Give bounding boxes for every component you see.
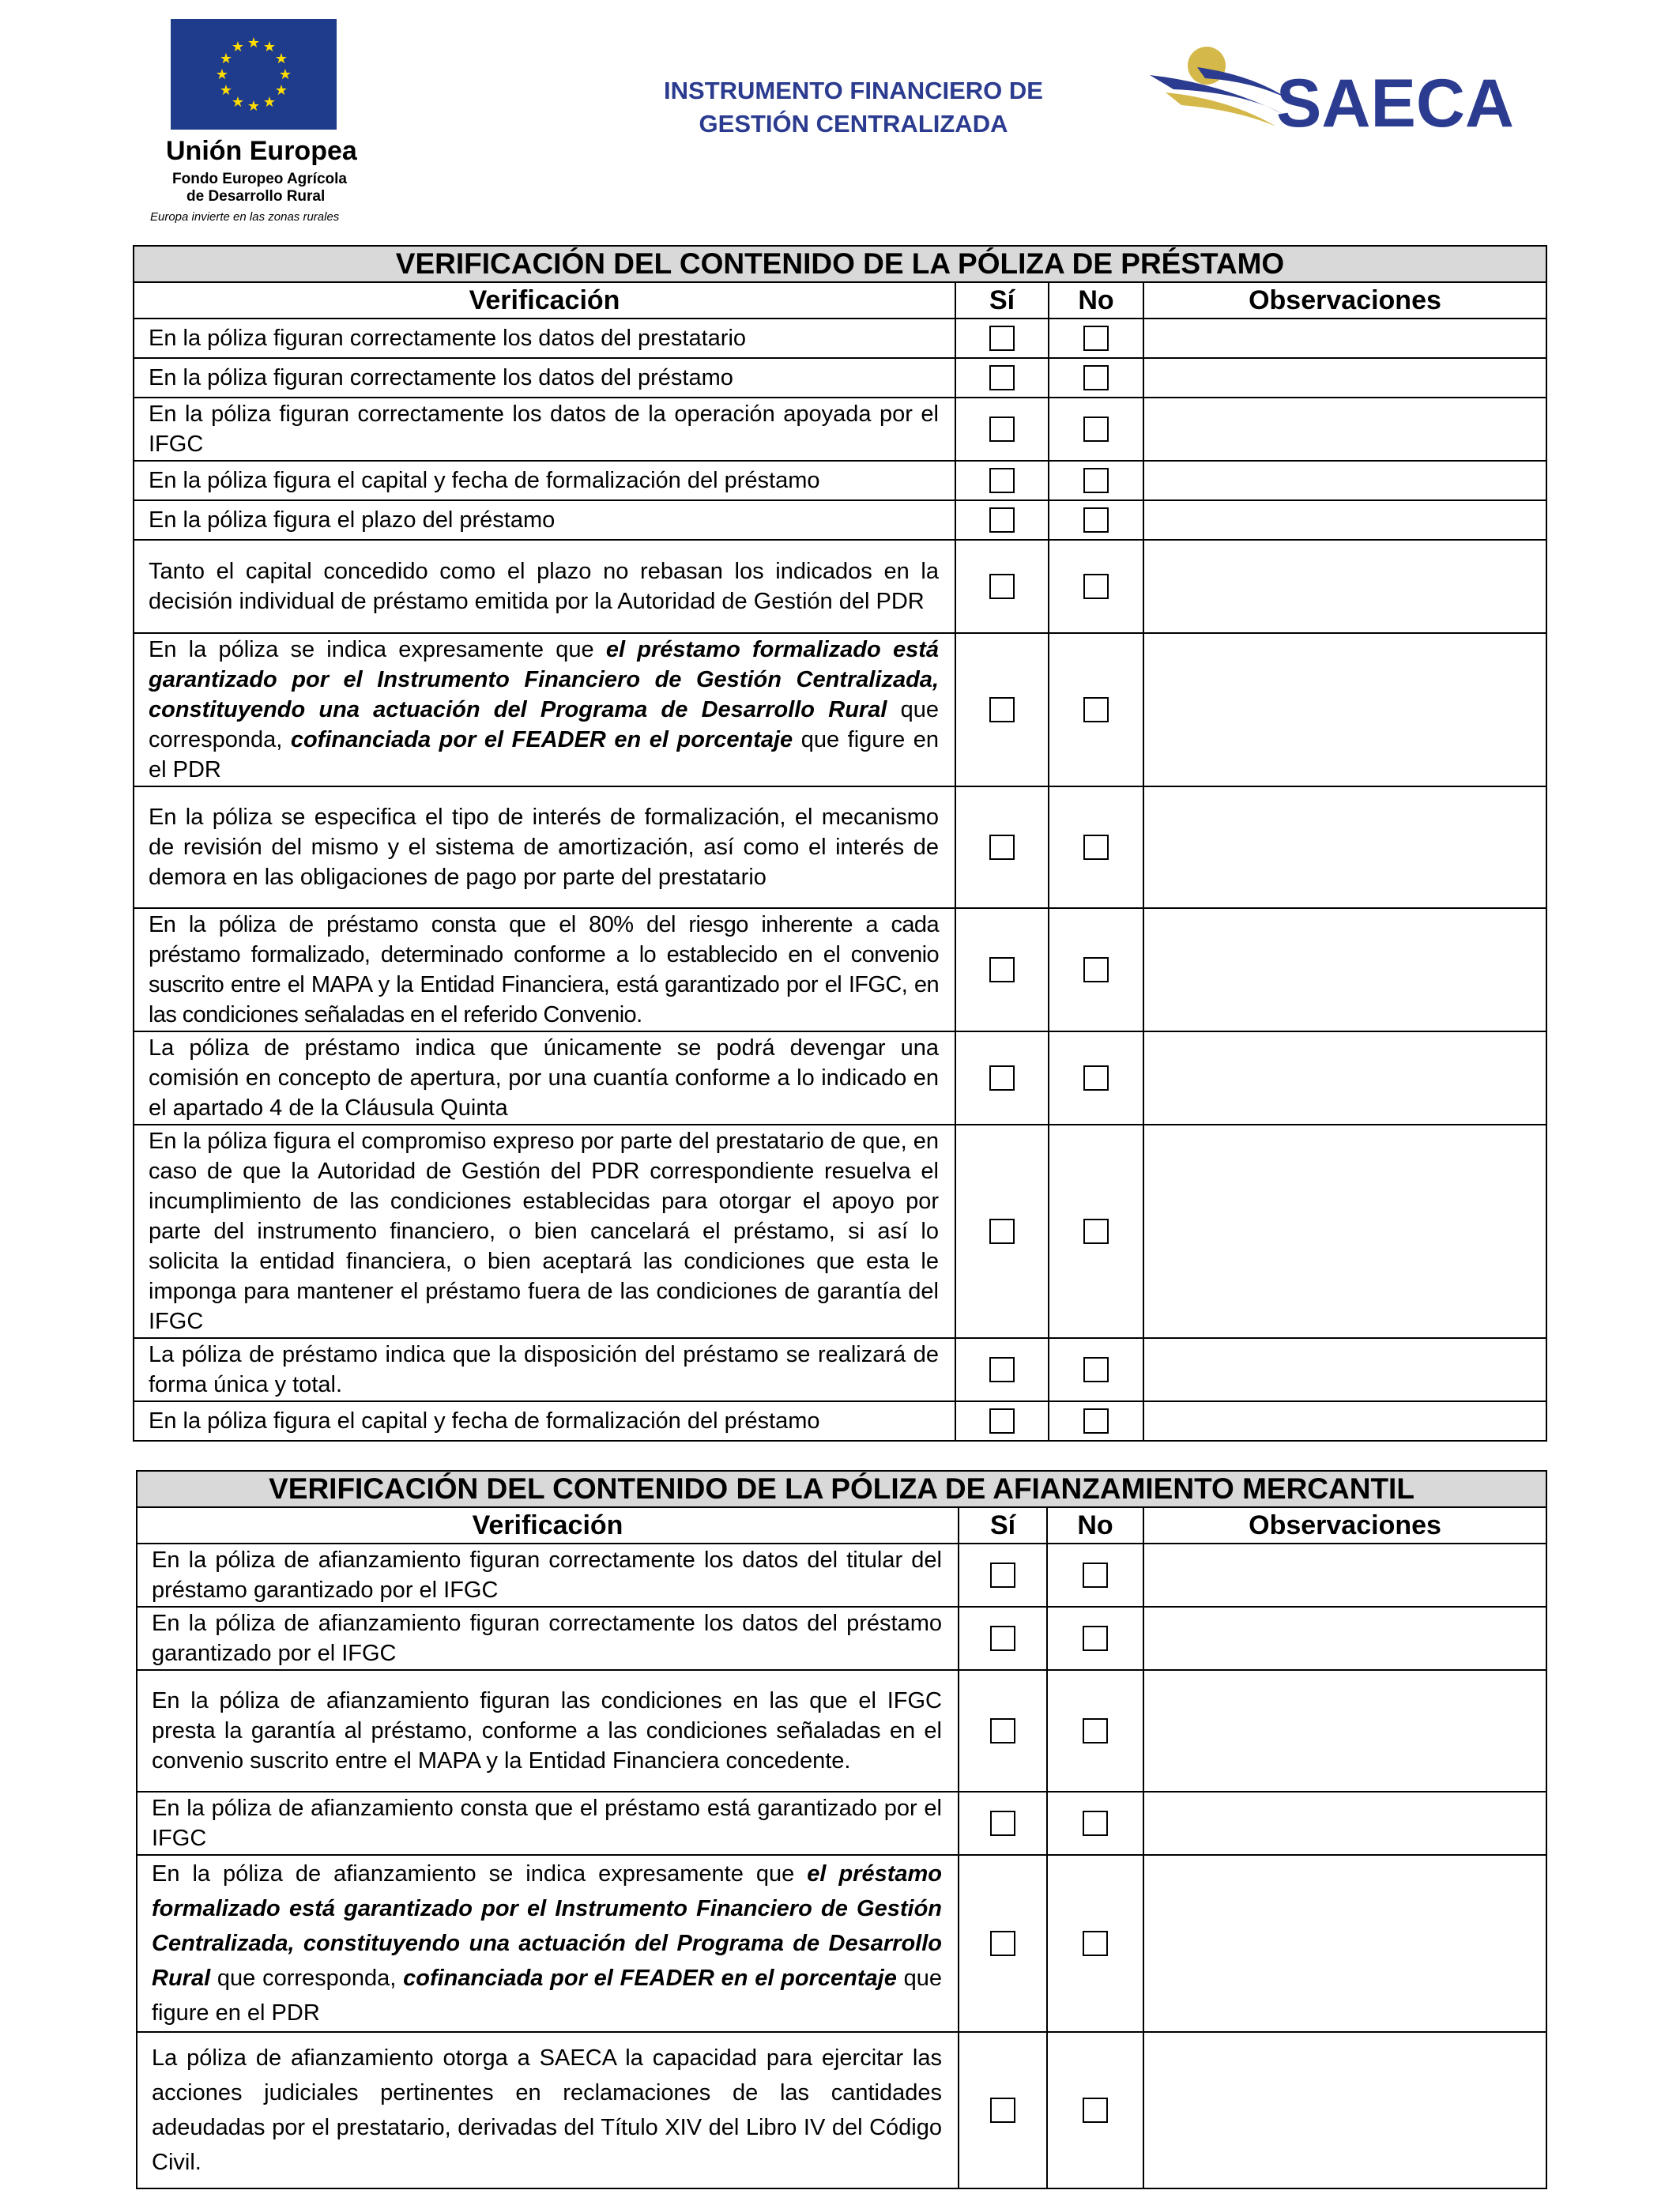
col-no-header: No	[1047, 1507, 1143, 1544]
table-row	[137, 1607, 1546, 1670]
verification-text: En la póliza de afianzamiento figuran correctamente los datos del préstamo garantizado por el IFGC	[137, 1607, 959, 1670]
table2-title: VERIFICACIÓN DEL CONTENIDO DE LA PÓLIZA DE AFIANZAMIENTO MERCANTIL	[137, 1471, 1546, 1507]
svg-text:★: ★	[274, 82, 288, 99]
table-row	[134, 540, 1546, 633]
verification-text: La póliza de préstamo indica que únicamente se podrá devengar una comisión en concepto de apertura, por una cuantía conforme a lo indicado en el apartado 4 de la Cláusula Quinta	[134, 1031, 955, 1125]
verification-text: En la póliza de afianzamiento consta que el préstamo está garantizado por el IFGC	[137, 1792, 959, 1855]
saeca-logo-text: SAECA	[1276, 66, 1515, 138]
no-checkbox[interactable]	[1083, 2098, 1108, 2123]
verification-text-emphasis-2: cofinanciada por el FEADER en el porcentaje	[403, 1966, 897, 1991]
table-row	[134, 1338, 1546, 1401]
no-checkbox[interactable]	[1083, 507, 1109, 533]
yes-checkbox[interactable]	[989, 417, 1015, 442]
table-row	[134, 500, 1546, 540]
no-checkbox[interactable]	[1083, 697, 1109, 722]
verification-text-a: En la póliza de afianzamiento se indica expresamente que	[152, 1861, 808, 1887]
observations-cell[interactable]	[1143, 2032, 1546, 2188]
saeca-logo-icon	[1150, 43, 1529, 138]
no-checkbox[interactable]	[1083, 1357, 1109, 1382]
observations-cell[interactable]	[1143, 358, 1546, 398]
yes-checkbox[interactable]	[989, 1219, 1015, 1244]
verification-text: En la póliza figuran correctamente los datos del prestatario	[134, 319, 955, 358]
yes-checkbox[interactable]	[990, 1626, 1015, 1651]
yes-checkbox[interactable]	[989, 697, 1015, 722]
verification-text: En la póliza figuran correctamente los datos de la operación apoyada por el IFGC	[134, 398, 955, 461]
verification-text: En la póliza figura el plazo del préstamo	[134, 500, 955, 540]
eu-title: Unión Europea	[166, 136, 357, 166]
observations-cell[interactable]	[1143, 1792, 1546, 1855]
svg-text:★: ★	[219, 51, 233, 67]
col-observations-header: Observaciones	[1143, 1507, 1546, 1544]
instrument-line1: INSTRUMENTO FINANCIERO DE	[664, 77, 1043, 104]
yes-checkbox[interactable]	[989, 957, 1015, 982]
yes-checkbox[interactable]	[989, 507, 1015, 533]
no-checkbox[interactable]	[1083, 1408, 1109, 1434]
table-row	[134, 1125, 1546, 1338]
col-no-header: No	[1049, 282, 1143, 319]
yes-checkbox[interactable]	[989, 1357, 1015, 1382]
no-checkbox[interactable]	[1083, 957, 1109, 982]
svg-text:★: ★	[231, 94, 245, 111]
table1-title: VERIFICACIÓN DEL CONTENIDO DE LA PÓLIZA DE PRÉSTAMO	[134, 246, 1546, 282]
observations-cell[interactable]	[1143, 540, 1546, 633]
no-checkbox[interactable]	[1083, 365, 1109, 390]
observations-cell[interactable]	[1143, 1031, 1546, 1125]
yes-checkbox[interactable]	[989, 1065, 1015, 1091]
verification-text: La póliza de préstamo indica que la disposición del préstamo se realizará de forma única y total.	[134, 1338, 955, 1401]
verification-text: En la póliza figuran correctamente los datos del préstamo	[134, 358, 955, 398]
verification-text: En la póliza se especifica el tipo de interés de formalización, el mecanismo de revisión del mismo y el sistema de amortización, así como el interés de demora en las obligaciones de pago por parte del prestatario	[134, 786, 955, 908]
observations-cell[interactable]	[1143, 786, 1546, 908]
eu-stars-icon	[171, 19, 337, 130]
yes-checkbox[interactable]	[990, 2098, 1015, 2123]
yes-checkbox[interactable]	[990, 1931, 1015, 1956]
no-checkbox[interactable]	[1083, 1718, 1108, 1744]
eu-flag-icon	[171, 19, 337, 130]
observations-cell[interactable]	[1143, 500, 1546, 540]
no-checkbox[interactable]	[1083, 468, 1109, 493]
table-row	[134, 786, 1546, 908]
table-row	[137, 1792, 1546, 1855]
col-verification-header: Verificación	[134, 282, 955, 319]
svg-text:★: ★	[262, 94, 277, 111]
table-row	[134, 398, 1546, 461]
observations-cell[interactable]	[1143, 908, 1546, 1031]
saeca-logo	[1150, 43, 1529, 138]
verification-text	[134, 633, 955, 786]
verification-text: En la póliza figura el capital y fecha de formalización del préstamo	[134, 1401, 955, 1441]
verification-text: La póliza de afianzamiento otorga a SAECA la capacidad para ejercitar las acciones judiciales pertinentes en reclamaciones de las cantidades adeudadas por el prestatario, derivadas del Título XIV del Libro IV del Código Civil.	[137, 2032, 959, 2188]
yes-checkbox[interactable]	[989, 468, 1015, 493]
observations-cell[interactable]	[1143, 1855, 1546, 2032]
observations-cell[interactable]	[1143, 1338, 1546, 1401]
table-row	[137, 1670, 1546, 1792]
observations-cell[interactable]	[1143, 1544, 1546, 1607]
col-yes-header: Sí	[959, 1507, 1047, 1544]
no-checkbox[interactable]	[1083, 574, 1109, 599]
verification-text-emphasis: el préstamo formalizado está garantizado por el Instrumento Financiero de Gestión Centralizada, constituyendo una actuación del Programa de Desarrollo Rural	[149, 637, 939, 722]
yes-checkbox[interactable]	[989, 1408, 1015, 1434]
col-yes-header: Sí	[955, 282, 1049, 319]
svg-text:★: ★	[219, 82, 233, 99]
svg-text:★: ★	[247, 35, 261, 51]
col-verification-header: Verificación	[137, 1507, 959, 1544]
table-row	[137, 1544, 1546, 1607]
eu-tagline: Europa invierte en las zonas rurales	[150, 210, 340, 224]
svg-text:★: ★	[215, 66, 229, 83]
loan-policy-table	[133, 245, 1547, 1442]
observations-cell[interactable]	[1143, 461, 1546, 500]
verification-text-e: que figure en el PDR	[149, 727, 940, 782]
verification-text-emphasis: el préstamo formalizado está garantizado por el Instrumento Financiero de Gestión Centralizada, constituyendo una actuación del Programa de Desarrollo Rural	[152, 1861, 942, 1991]
no-checkbox[interactable]	[1083, 1219, 1109, 1244]
no-checkbox[interactable]	[1083, 1931, 1108, 1956]
verification-text: En la póliza de afianzamiento figuran las condiciones en las que el IFGC presta la garantía al préstamo, conforme a las condiciones señaladas en el convenio suscrito entre el MAPA y la Entidad Financiera concedente.	[137, 1670, 959, 1792]
svg-text:★: ★	[278, 66, 292, 83]
no-checkbox[interactable]	[1083, 1065, 1109, 1091]
no-checkbox[interactable]	[1083, 417, 1109, 442]
yes-checkbox[interactable]	[990, 1811, 1015, 1836]
no-checkbox[interactable]	[1083, 1811, 1108, 1836]
verification-text: Tanto el capital concedido como el plazo no rebasan los indicados en la decisión individual de préstamo emitida por la Autoridad de Gestión del PDR	[134, 540, 955, 633]
yes-checkbox[interactable]	[989, 365, 1015, 390]
instrument-line2: GESTIÓN CENTRALIZADA	[699, 110, 1008, 138]
observations-cell[interactable]	[1143, 1125, 1546, 1338]
verification-text-a: En la póliza se indica expresamente que	[149, 637, 606, 662]
svg-text:★: ★	[274, 51, 288, 67]
verification-text-e: que figure en el PDR	[152, 1966, 943, 2026]
verification-text-c: que corresponda,	[149, 697, 939, 752]
table-row	[134, 1401, 1546, 1441]
surety-policy-table	[136, 1470, 1547, 2189]
verification-text-emphasis-2: cofinanciada por el FEADER en el porcentaje	[290, 727, 793, 752]
col-observations-header: Observaciones	[1143, 282, 1546, 319]
svg-text:★: ★	[262, 39, 277, 55]
eu-fund-line2: de Desarrollo Rural	[186, 188, 326, 205]
yes-checkbox[interactable]	[990, 1718, 1015, 1744]
verification-text: En la póliza figura el capital y fecha de formalización del préstamo	[134, 461, 955, 500]
instrument-heading	[616, 74, 1090, 141]
no-checkbox[interactable]	[1083, 1563, 1108, 1588]
table-row	[134, 358, 1546, 398]
table-row	[137, 1855, 1546, 2032]
svg-text:★: ★	[231, 39, 245, 55]
table-row	[134, 461, 1546, 500]
no-checkbox[interactable]	[1083, 835, 1109, 860]
verification-text-c: que corresponda,	[210, 1966, 404, 1991]
eu-fund-line1: Fondo Europeo Agrícola	[172, 171, 347, 187]
verification-text: En la póliza de afianzamiento figuran correctamente los datos del titular del préstamo garantizado por el IFGC	[137, 1544, 959, 1607]
table-row	[137, 2032, 1546, 2188]
table-row	[134, 908, 1546, 1031]
verification-text: En la póliza figura el compromiso expreso por parte del prestatario de que, en caso de que la Autoridad de Gestión del PDR correspondiente resuelva el incumplimiento de las condiciones establecidas para otorgar el apoyo por parte del instrumento financiero, o bien cancelará el préstamo, si así lo solicita la entidad financiera, o bien aceptará las condiciones que esta le imponga para mantener el préstamo fuera de las condiciones de garantía del IFGC	[134, 1125, 955, 1338]
observations-cell[interactable]	[1143, 319, 1546, 358]
svg-text:★: ★	[247, 98, 261, 115]
table-row	[134, 633, 1546, 786]
observations-cell[interactable]	[1143, 1670, 1546, 1792]
verification-text	[137, 1855, 959, 2032]
yes-checkbox[interactable]	[989, 835, 1015, 860]
no-checkbox[interactable]	[1083, 1626, 1108, 1651]
table-row	[134, 1031, 1546, 1125]
observations-cell[interactable]	[1143, 1607, 1546, 1670]
verification-text: En la póliza de préstamo consta que el 80% del riesgo inherente a cada préstamo formalizado, determinado conforme a lo establecido en el convenio suscrito entre el MAPA y la Entidad Financiera, está garantizado por el IFGC, en las condiciones señaladas en el referido Convenio.	[134, 908, 955, 1031]
yes-checkbox[interactable]	[990, 1563, 1015, 1588]
yes-checkbox[interactable]	[989, 326, 1015, 351]
table-row	[134, 319, 1546, 358]
observations-cell[interactable]	[1143, 1401, 1546, 1441]
observations-cell[interactable]	[1143, 633, 1546, 786]
observations-cell[interactable]	[1143, 398, 1546, 461]
yes-checkbox[interactable]	[989, 574, 1015, 599]
no-checkbox[interactable]	[1083, 326, 1109, 351]
